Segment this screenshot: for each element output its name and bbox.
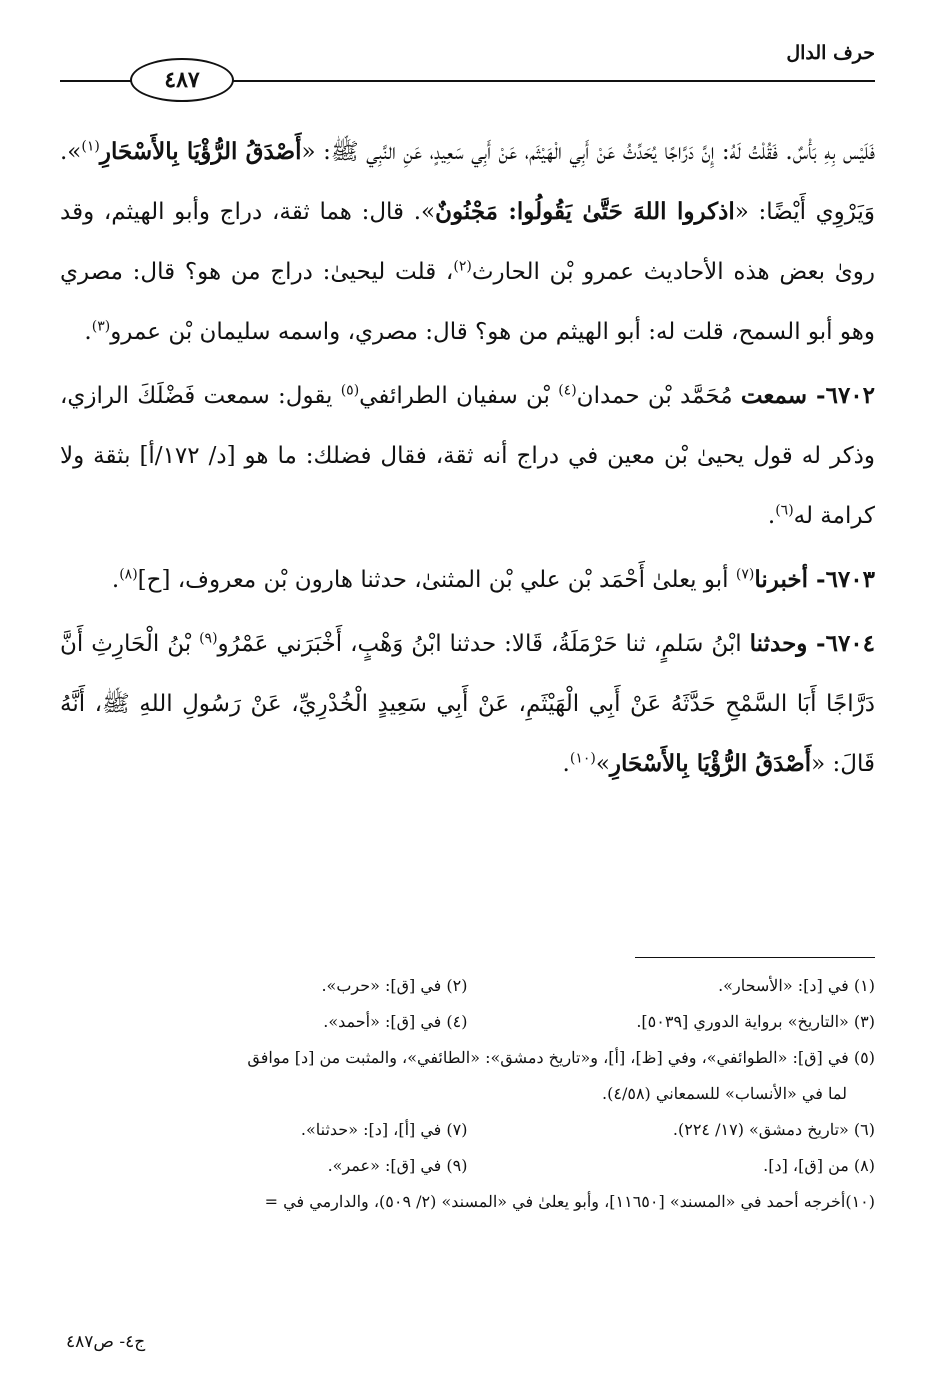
entry-number: ٦٧٠٣- [808, 566, 875, 593]
footnote-ref-10[interactable]: (١٠) [569, 750, 596, 767]
text-run: . [562, 751, 570, 777]
footnote-ref-4[interactable]: (٤) [558, 382, 577, 399]
text-run: ، قلت ليحيىٰ: دراج من هو؟ قال: مصري وهو أبو السمح، قلت له: أبو الهيثم من هو؟ قال: مصري، واسمه سليمان بْن عمرو [60, 259, 875, 345]
footnote-row [60, 1148, 875, 1184]
text-run: بْن سفيان الطرائفي [359, 383, 559, 409]
paragraph-1 [60, 122, 875, 362]
footnote-5-continuation: لما في «الأنساب» للسمعاني (٤/٥٨). [602, 1084, 847, 1103]
hadith-text: أَصْدَقُ الرُّؤْيَا بِالأَسْحَارِ [609, 750, 812, 777]
footnote-ref-1[interactable]: (١) [81, 138, 100, 155]
footnote-ref-3[interactable]: (٣) [91, 318, 111, 335]
text-run: أبو يعلىٰ أَحْمَد بْن علي بْن المثنىٰ، حدثنا هارون بْن معروف، [ح] [137, 567, 736, 593]
footnote-9: (٩) في [ق]: «عمر». [327, 1156, 468, 1175]
page [60, 0, 875, 1380]
footnote-3: (٣) «التاريخ» برواية الدوري [٥٠٣٩]. [636, 1012, 875, 1031]
text-run: » [595, 751, 610, 777]
footnote-ref-8[interactable]: (٨) [119, 566, 138, 583]
transmission-keyword: وحدثنا [749, 630, 808, 657]
text-run: . [767, 503, 776, 529]
footnote-row [60, 1112, 875, 1148]
page-number-badge [130, 58, 234, 102]
text-run: بْنُ الْحَارِثِ أَنَّ دَرَّاجًا أَبَا السَّمْحِ حَدَّثَهُ عَنْ أَبِي الْهَيْثَمِ، عَنْ أَبِي سَعِيدٍ الْخُدْرِيِّ، عَنْ رَسُولِ اللهِ ﷺ، أَنَّهُ قَالَ: « [60, 631, 875, 777]
page-number: ٤٨٧ [164, 67, 200, 93]
text-run: يقول: سمعت فَضْلَكَ الرازي، وذكر له قول يحيىٰ بْن معين في دراج أنه ثقة، فقال فضلك: ما هو [د/ ١٧٢/أ] بثقة ولا كرامة له [60, 383, 875, 529]
footnotes [60, 968, 875, 1220]
footnote-5: (٥) في [ق]: «الطوائفي»، وفي [ظ]، [أ]، و«تاريخ دمشق»: «الطائفي»، والمثبت من [د] موافق [247, 1048, 875, 1067]
footnote-6: (٦) «تاريخ دمشق» (١٧/ ٢٢٤). [672, 1120, 875, 1139]
text-run: . [84, 319, 92, 345]
footnote-ref-7[interactable]: (٧) [735, 566, 755, 583]
footnote-2: (٢) في [ق]: «حرب». [321, 976, 468, 995]
footnote-ref-9[interactable]: (٩) [199, 630, 218, 647]
transmission-keyword: سمعت [740, 382, 808, 409]
footnote-7: (٧) في [أ]، [د]: «حدثنا». [300, 1120, 468, 1139]
footnote-ref-2[interactable]: (٢) [453, 258, 472, 275]
transmission-keyword: أخبرنا [754, 566, 809, 593]
footnote-1: (١) في [د]: «الأسحار». [718, 976, 875, 995]
footnote-10: (١٠)أخرجه أحمد في «المسند» [١١٦٥٠]، وأبو يعلىٰ في «المسند» (٢/ ٥٠٩)، والدارمي في = [264, 1192, 875, 1211]
text-run: مُحَمَّد بْن حمدان [576, 383, 741, 409]
main-text [60, 122, 875, 798]
entry-number: ٦٧٠٤- [807, 630, 876, 657]
paragraph-6704 [60, 614, 875, 794]
paragraph-6702 [60, 366, 875, 546]
footnote-ref-5[interactable]: (٥) [340, 382, 360, 399]
footnote-row [60, 1004, 875, 1040]
text-run: ابْنُ سَلمٍ، ثنا حَرْمَلَةُ، قَالا: حدثنا ابْنُ وَهْبٍ، أَخْبَرَني عَمْرُو [217, 631, 750, 657]
text-run: ». وَيَرْوِي أَيْضًا: « [60, 139, 875, 225]
text-run: . [111, 567, 120, 593]
text-run: ». قال: هما ثقة، دراج وأبو الهيثم، وقد رویٰ بعض هذه الأحاديث عمرو بْن الحارث [60, 199, 875, 285]
footnote-4: (٤) في [ق]: «أحمد». [323, 1012, 468, 1031]
entry-number: ٦٧٠٢- [807, 382, 876, 409]
hadith-text: أَصْدَقُ الرُّؤْيَا بِالأَسْحَارِ [99, 138, 302, 165]
paragraph-6703 [60, 550, 875, 610]
footnote-row [60, 968, 875, 1004]
text-run: فَلَيْس بِهِ بَأْسٌ. فَقُلْتُ لَهُ: إِنَّ دَرَّاجًا يُحَدِّثُ عَنْ أَبِي الْهَيْثَم، عَنْ أَبِي سَعِيدٍ، عَنِ النَّبِي ﷺ: « [301, 139, 876, 165]
hadith-text: اذكروا اللهَ حَتَّىٰ يَقُولُوا: مَجْنُونٌ [435, 198, 735, 225]
running-title: حرف الدال [786, 42, 875, 64]
footnote-ref-6[interactable]: (٦) [775, 502, 794, 519]
volume-page-reference: ج٤- ص٤٨٧ [66, 1332, 146, 1352]
footnote-separator [635, 957, 875, 958]
footnote-8: (٨) من [ق]، [د]. [763, 1156, 875, 1175]
